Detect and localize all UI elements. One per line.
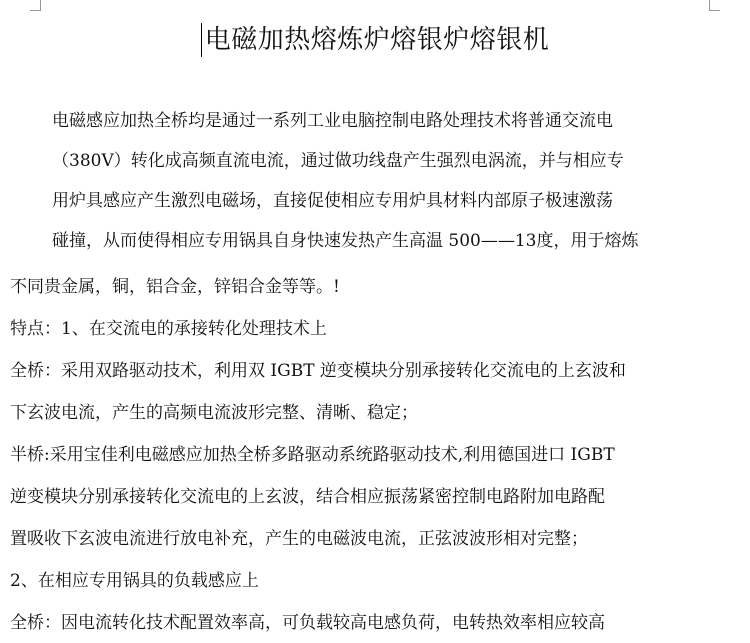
page-corner-mark-left [30, 0, 41, 11]
document-title-text: 电磁加热熔炼炉熔银炉熔银机 [204, 25, 550, 55]
page-corner-mark-right [709, 0, 720, 11]
half-bridge-line-1: 半桥:采用宝佳利电磁感应加热全桥多路驱动系统路驱动技术,利用德国进口 IGBT [10, 445, 615, 465]
text-cursor [201, 23, 203, 57]
full-bridge-line-2: 下玄波电流，产生的高频电流波形完整、清晰、稳定； [10, 403, 418, 423]
paragraph-line-3: 用炉具感应产生激烈电磁场，直接促使相应专用炉具材料内部原子极速激荡 [52, 191, 613, 211]
full-bridge-load-line: 全桥：因电流转化技术配置效率高，可负载较高电感负荷，电转热效率相应较高 [10, 613, 605, 633]
document-title[interactable] [201, 20, 550, 60]
paragraph-line-1: 电磁感应加热全桥均是通过一系列工业电脑控制电路处理技术将普通交流电 [52, 111, 613, 131]
half-bridge-line-3: 置吸收下玄波电流进行放电补充，产生的电磁波电流，正弦波波形相对完整； [10, 529, 588, 549]
paragraph-line-5: 不同贵金属，铜，铝合金，锌铝合金等等。! [10, 277, 340, 297]
half-bridge-line-2: 逆变模块分别承接转化交流电的上玄波，结合相应振荡紧密控制电路附加电路配 [10, 487, 605, 507]
full-bridge-line-1: 全桥：采用双路驱动技术，利用双 IGBT 逆变模块分别承接转化交流电的上玄波和 [10, 361, 626, 381]
paragraph-line-2: （380V）转化成高频直流电流，通过做功线盘产生强烈电涡流，并与相应专 [52, 151, 624, 171]
title-row [0, 20, 750, 60]
paragraph-line-4: 碰撞，从而使得相应专用锅具自身快速发热产生高温 500——13度，用于熔炼 [52, 231, 639, 251]
features-heading: 特点：1、在交流电的承接转化处理技术上 [10, 319, 327, 339]
load-heading: 2、在相应专用锅具的负载感应上 [10, 571, 259, 591]
